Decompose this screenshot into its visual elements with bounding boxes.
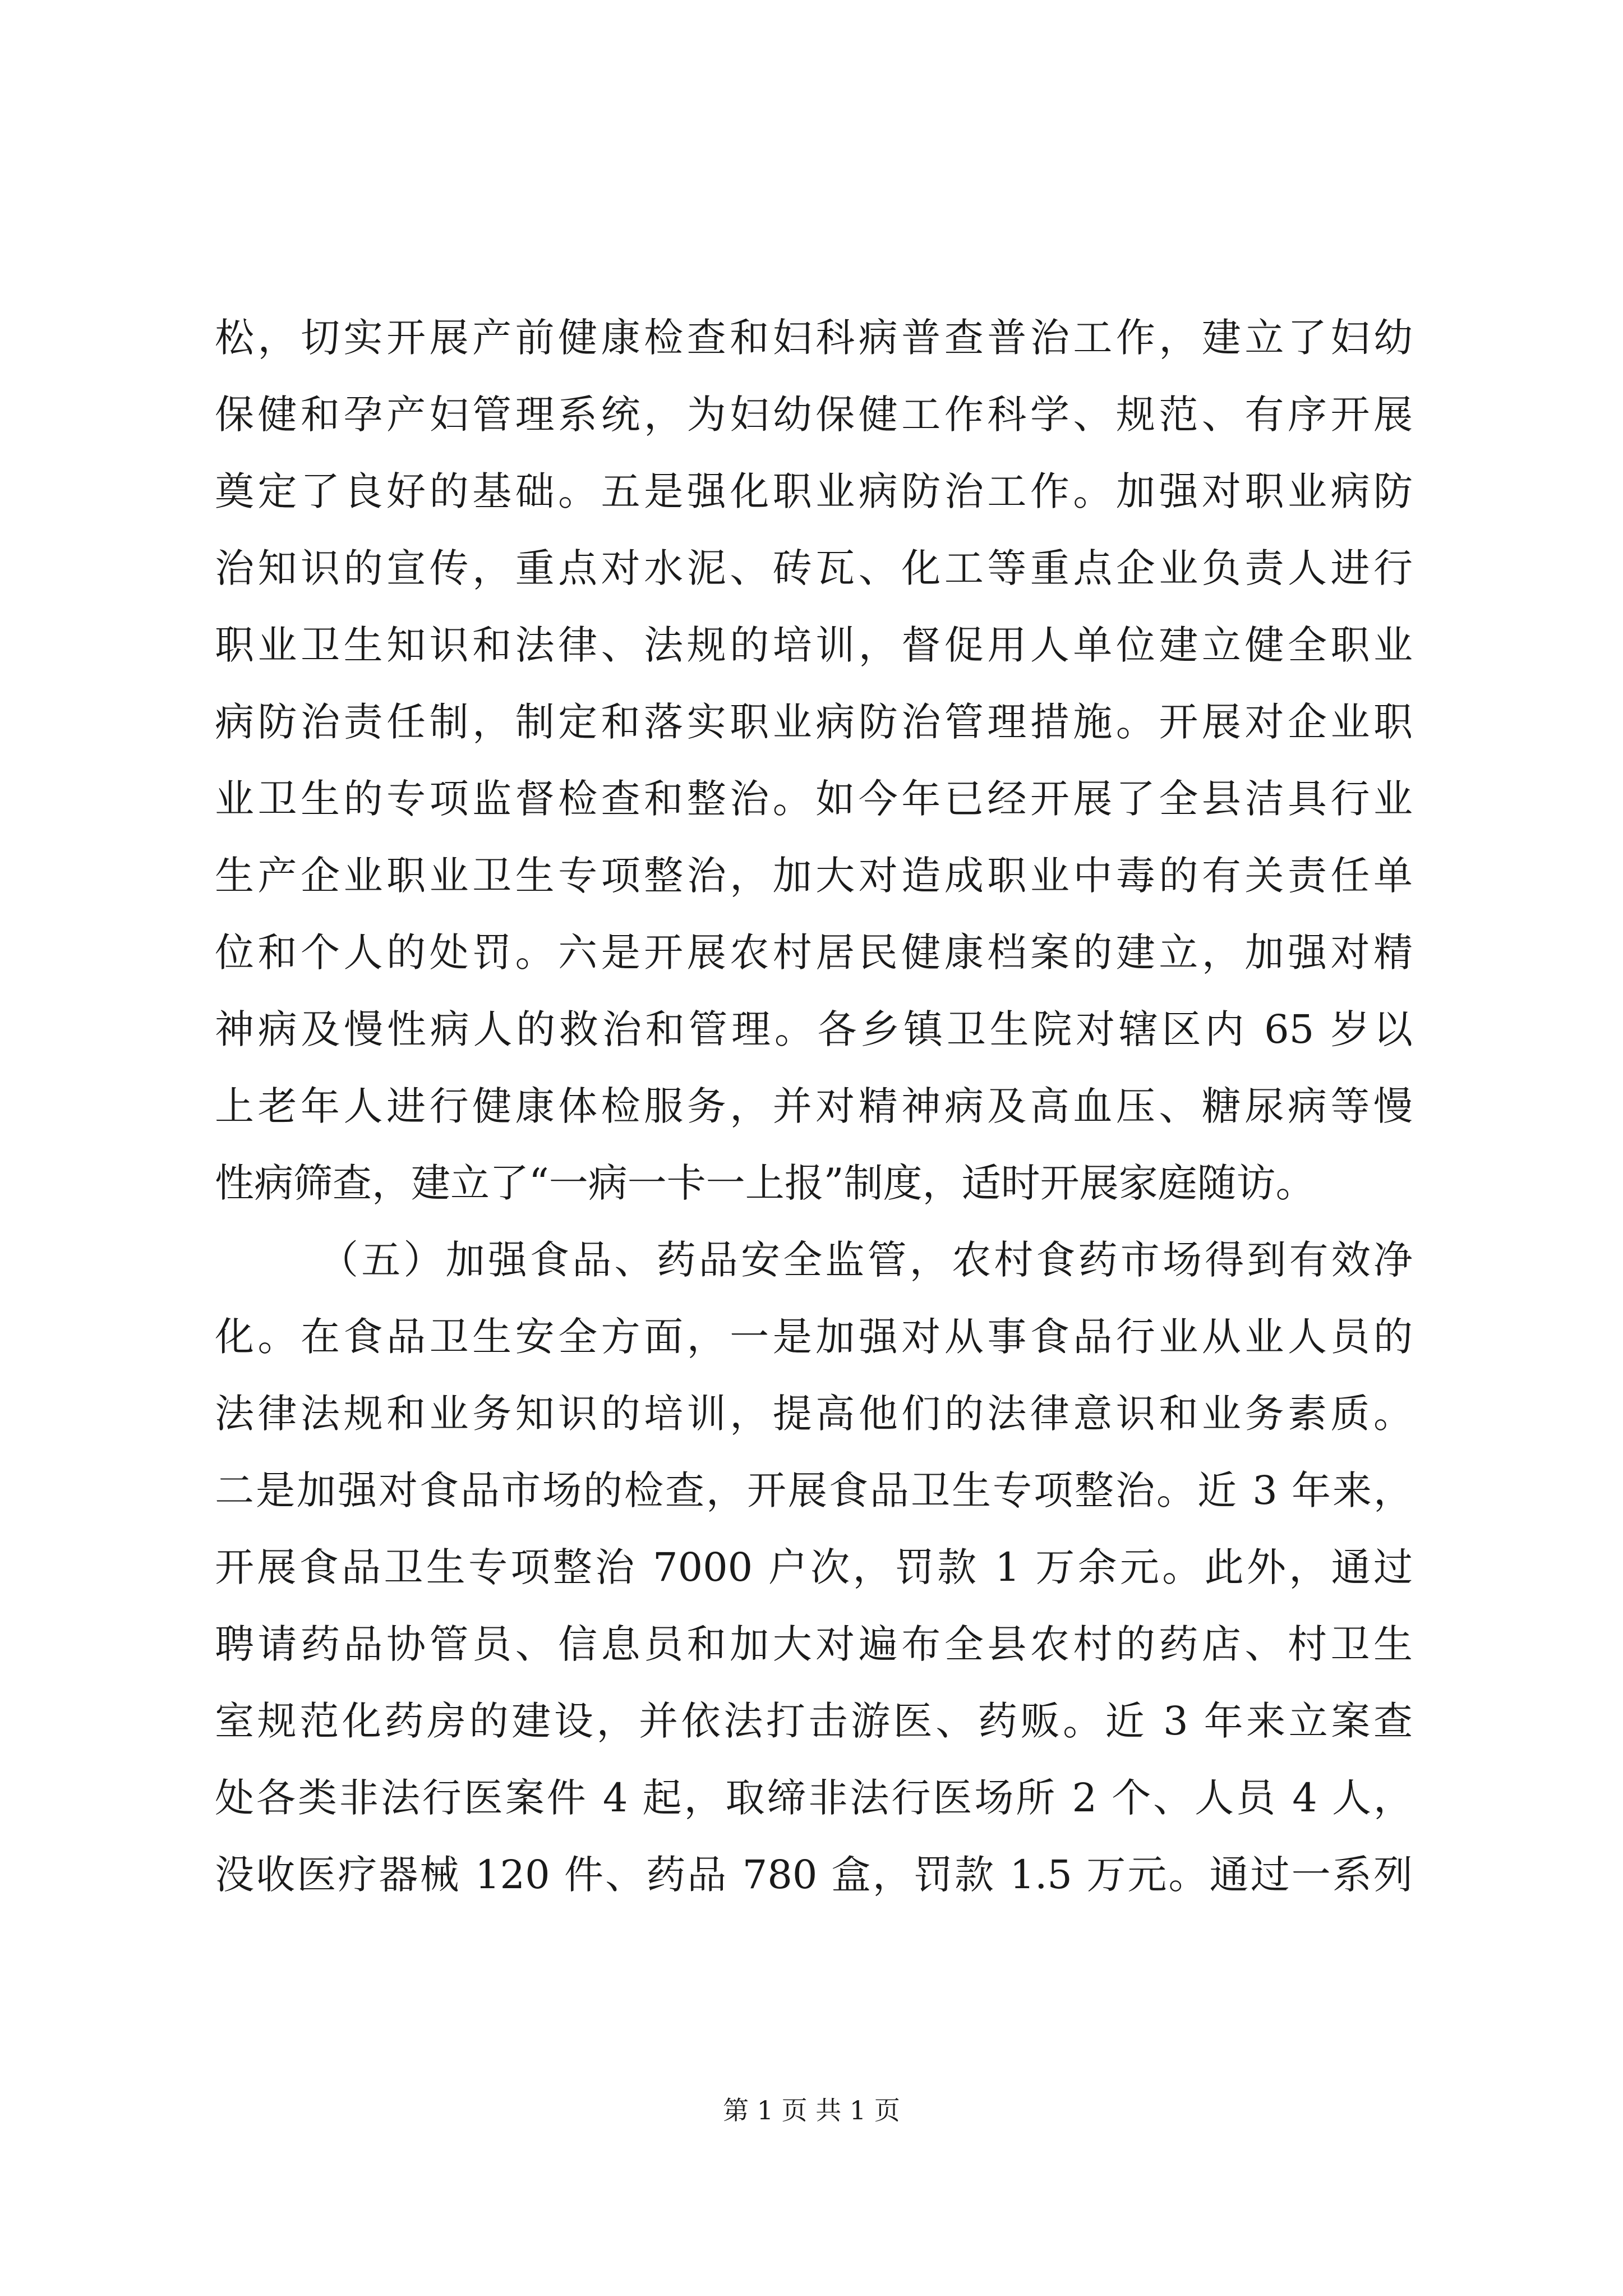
text-line: 治知识的宣传，重点对水泥、砖瓦、化工等重点企业负责人进行	[215, 545, 1413, 591]
document-body	[215, 300, 1413, 1913]
text-line: 化。在食品卫生安全方面，一是加强对从事食品行业从业人员的	[215, 1314, 1413, 1360]
text-line: 生产企业职业卫生专项整治，加大对造成职业中毒的有关责任单	[215, 853, 1413, 899]
text-line: 保健和孕产妇管理系统，为妇幼保健工作科学、规范、有序开展	[215, 392, 1413, 438]
text-line: 职业卫生知识和法律、法规的培训，督促用人单位建立健全职业	[215, 622, 1413, 668]
text-line: 室规范化药房的建设，并依法打击游医、药贩。近 3 年来立案查	[215, 1698, 1413, 1744]
page-number: 第 1 页 共 1 页	[723, 2095, 900, 2125]
text-line: 法律法规和业务知识的培训，提高他们的法律意识和业务素质。	[215, 1391, 1413, 1437]
text-line: （五）加强食品、药品安全监管，农村食药市场得到有效净	[319, 1237, 1413, 1283]
text-line: 奠定了良好的基础。五是强化职业病防治工作。加强对职业病防	[215, 468, 1413, 514]
text-line: 业卫生的专项监督检查和整治。如今年已经开展了全县洁具行业	[215, 776, 1413, 822]
text-line: 松，切实开展产前健康检查和妇科病普查普治工作，建立了妇幼	[215, 315, 1413, 361]
text-line: 开展食品卫生专项整治 7000 户次，罚款 1 万余元。此外，通过	[215, 1544, 1413, 1590]
text-line: 聘请药品协管员、信息员和加大对遍布全县农村的药店、村卫生	[215, 1621, 1413, 1667]
text-line: 上老年人进行健康体检服务，并对精神病及高血压、糖尿病等慢	[215, 1083, 1413, 1129]
text-line: 没收医疗器械 120 件、药品 780 盒，罚款 1.5 万元。通过一系列	[215, 1852, 1413, 1898]
text-line: 神病及慢性病人的救治和管理。各乡镇卫生院对辖区内 65 岁以	[215, 1006, 1413, 1052]
text-line: 位和个人的处罚。六是开展农村居民健康档案的建立，加强对精	[215, 930, 1413, 976]
page-footer	[0, 2093, 1623, 2127]
text-line: 处各类非法行医案件 4 起，取缔非法行医场所 2 个、人员 4 人，	[215, 1775, 1413, 1821]
paragraph-2	[215, 1222, 1413, 1913]
text-line: 性病筛查，建立了“一病一卡一上报”制度，适时开展家庭随访。	[215, 1160, 1315, 1206]
paragraph-1	[215, 300, 1413, 1222]
text-line: 病防治责任制，制定和落实职业病防治管理措施。开展对企业职	[215, 699, 1413, 745]
text-line: 二是加强对食品市场的检查，开展食品卫生专项整治。近 3 年来，	[215, 1467, 1413, 1513]
